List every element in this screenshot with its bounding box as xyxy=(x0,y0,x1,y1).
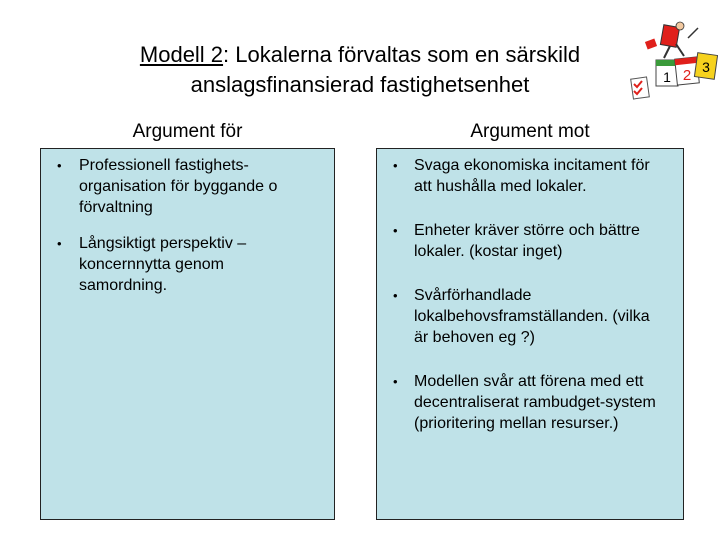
pro-panel xyxy=(40,148,335,520)
con-panel xyxy=(376,148,684,520)
list-item xyxy=(377,285,664,348)
con-item-text: Svaga ekonomiska incitament för att hushålla med lokaler. xyxy=(414,157,650,195)
bullet: • xyxy=(393,374,398,389)
pro-item-text: Professionell fastighets-organisation för byggande o förvaltning xyxy=(79,157,278,216)
con-item-text: Enheter kräver större och bättre lokaler. (kostar inget) xyxy=(414,222,640,260)
title-line2: anslagsfinansierad fastighetsenhet xyxy=(190,72,530,97)
con-item-text: Svårförhandlade lokalbehovsframställanden. (vilka är behoven eg ?) xyxy=(414,287,650,346)
list-item xyxy=(377,371,664,434)
title-model-label: Modell 2 xyxy=(139,42,224,67)
bullet: • xyxy=(393,288,398,303)
calendar-number-3: 3 xyxy=(702,59,710,75)
con-heading: Argument mot xyxy=(470,121,590,142)
list-item xyxy=(377,220,664,262)
pro-list xyxy=(41,149,334,296)
list-item xyxy=(377,155,664,197)
bullet: • xyxy=(393,223,398,238)
con-item-text: Modellen svår att förena med ett decentraliserat rambudget-system (prioritering mellan resurser.) xyxy=(414,373,656,432)
pro-heading: Argument för xyxy=(132,121,243,142)
title-line1-rest: : Lokalerna förvaltas som en särskild xyxy=(223,42,581,67)
list-item xyxy=(41,155,289,218)
bullet: • xyxy=(393,158,398,173)
calendar-number-1: 1 xyxy=(663,69,671,85)
bullet: • xyxy=(57,236,62,251)
bullet: • xyxy=(57,158,62,173)
con-list xyxy=(377,149,683,434)
pro-item-text: Långsiktigt perspektiv – koncernnytta genom samordning. xyxy=(79,235,247,294)
calendar-number-2: 2 xyxy=(682,67,692,84)
list-item xyxy=(41,233,289,296)
calendar-checklist-icon xyxy=(618,18,718,108)
slide-title xyxy=(60,40,660,100)
